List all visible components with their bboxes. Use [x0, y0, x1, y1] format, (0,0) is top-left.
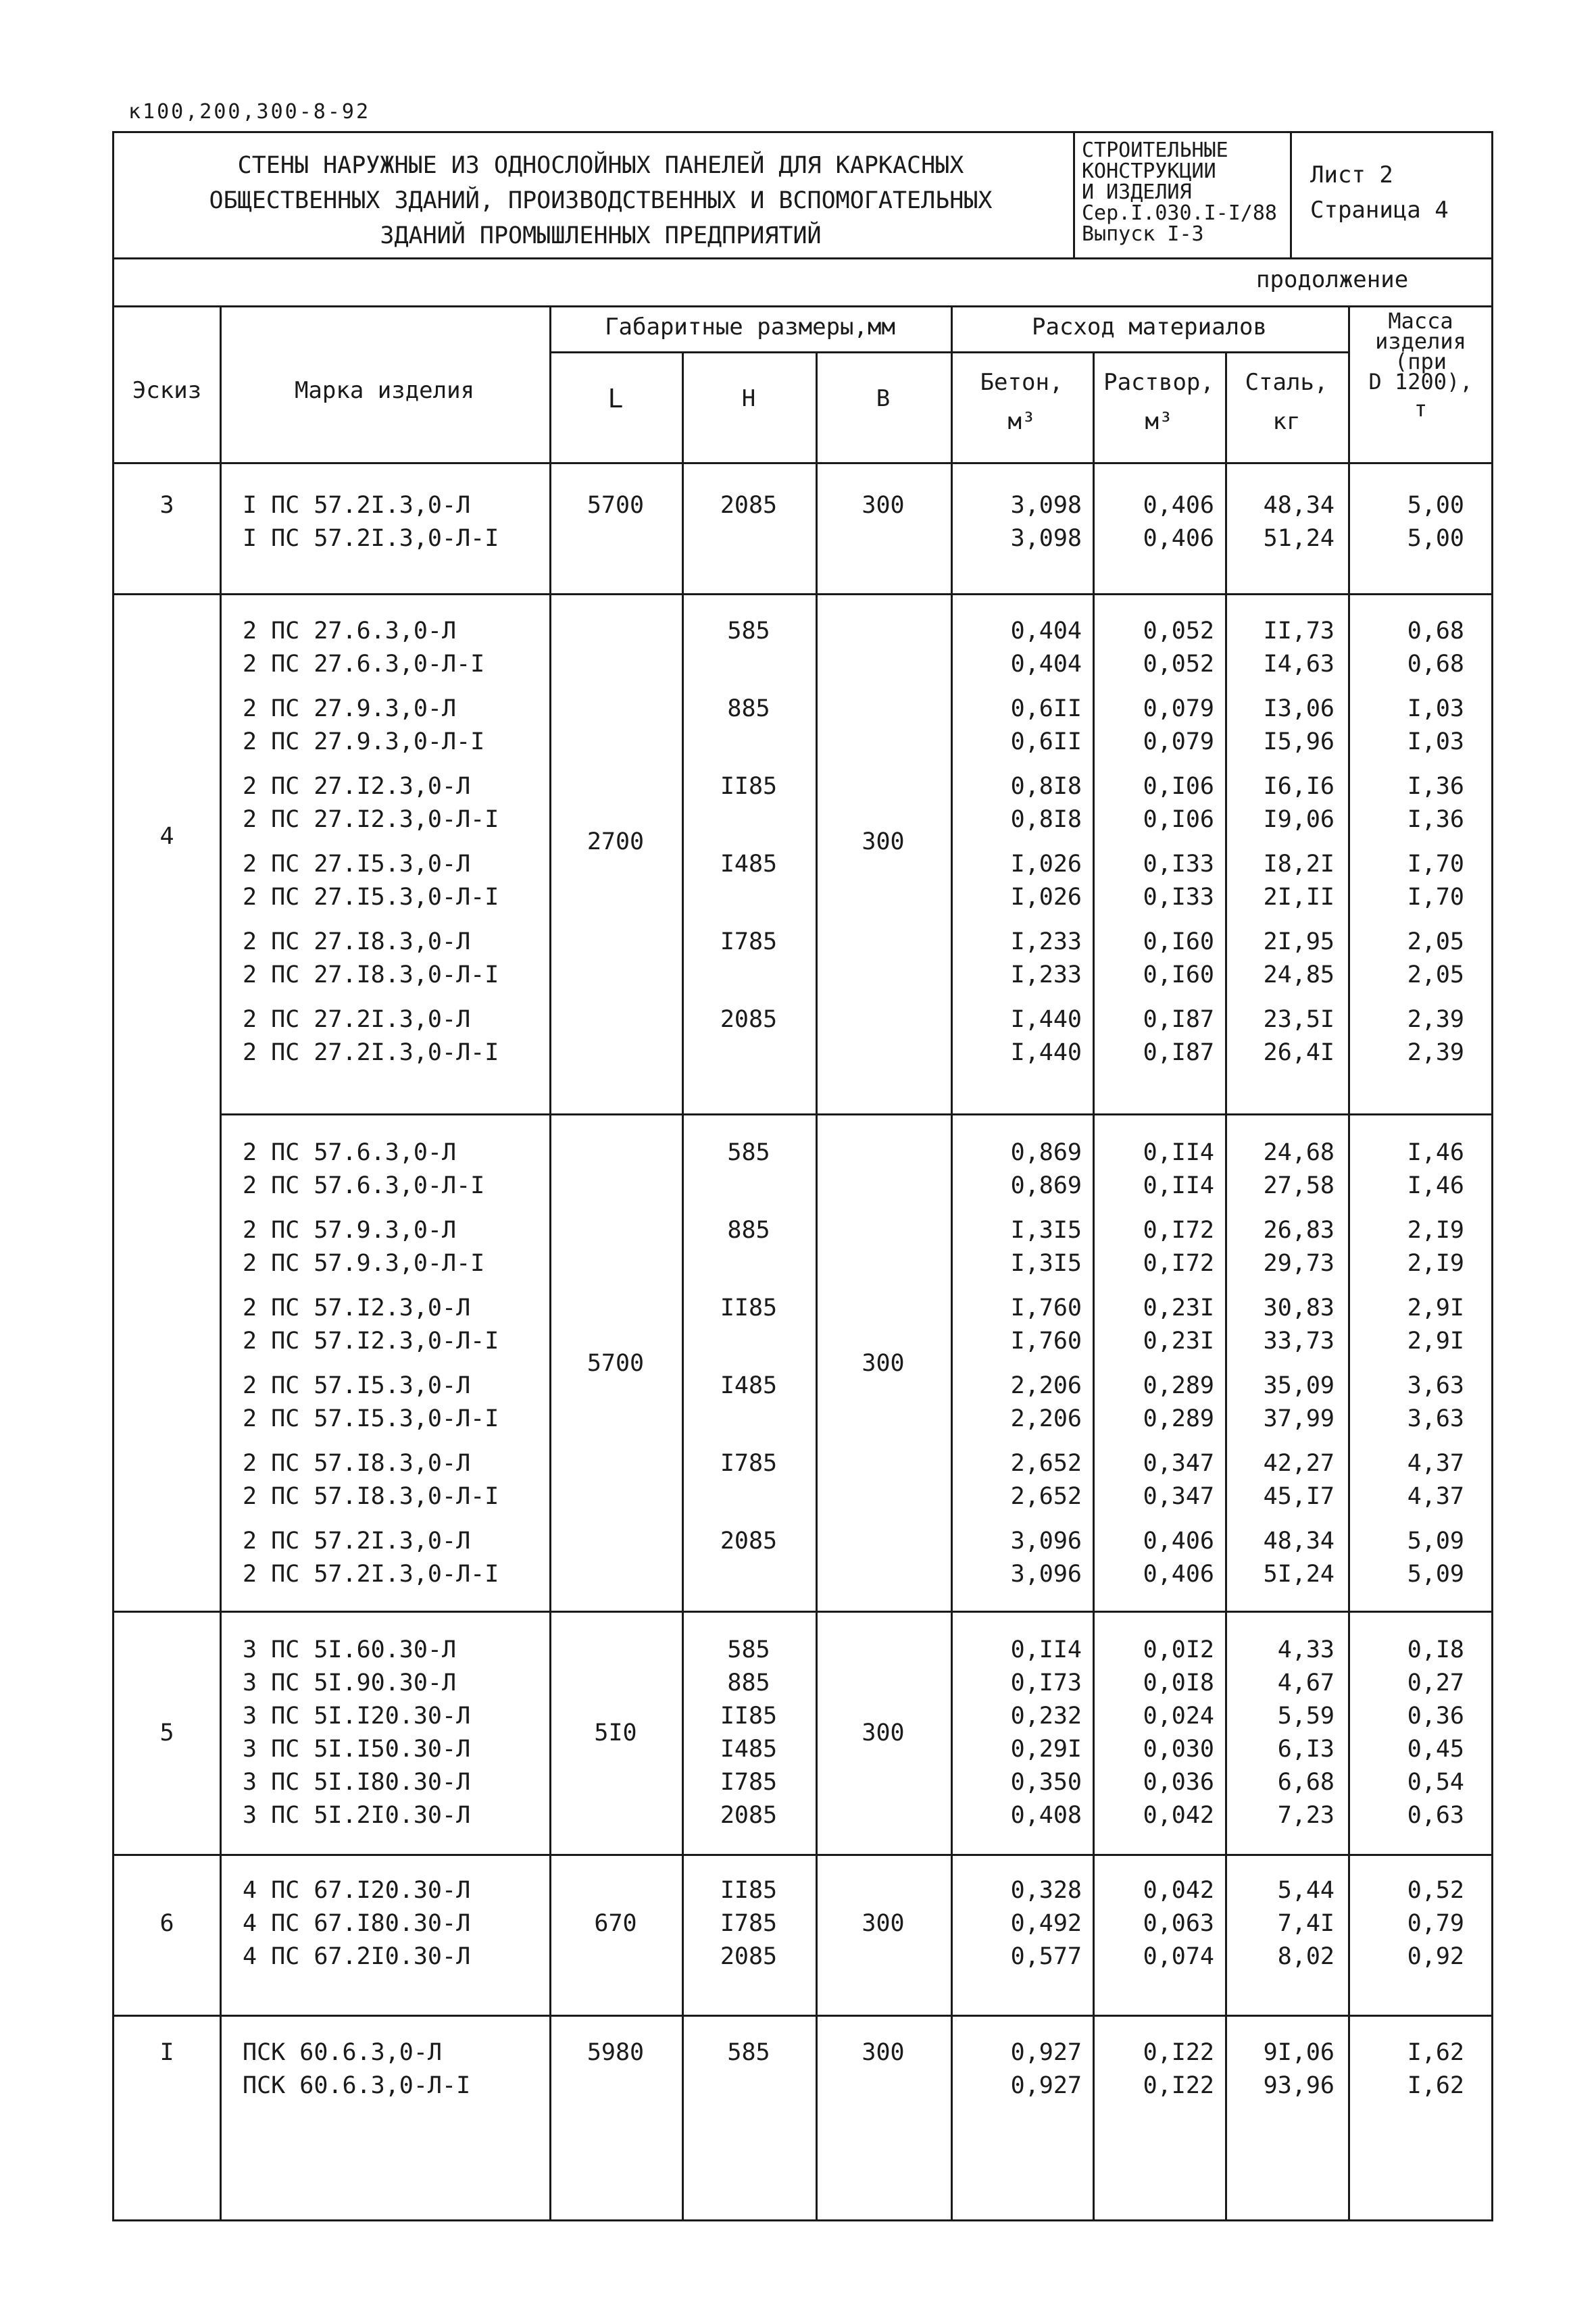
product-mark: 2 ПС 57.I5.3,0-Л-I [243, 1405, 499, 1432]
product-mass: 5,00 [1407, 525, 1464, 552]
mortar-volume: 0,036 [1143, 1769, 1214, 1796]
col-mass-line: изделия [1375, 328, 1466, 354]
concrete-volume: 0,492 [1010, 1910, 1082, 1937]
col-steel [1225, 368, 1348, 436]
product-mass: I,70 [1407, 851, 1464, 878]
steel-mass: 9I,06 [1263, 2039, 1335, 2066]
dim-H: 2085 [720, 1006, 778, 1033]
steel-mass: 24,68 [1263, 1139, 1335, 1166]
mortar-volume: 0,347 [1143, 1483, 1214, 1510]
dim-H: 885 [727, 695, 770, 722]
dim-H: I485 [720, 1372, 778, 1399]
concrete-volume: 0,927 [1010, 2039, 1082, 2066]
dim-H: 885 [727, 1669, 770, 1696]
mortar-volume: 0,I06 [1143, 806, 1214, 833]
steel-mass: 51,24 [1263, 525, 1335, 552]
product-mark: 2 ПС 27.6.3,0-Л-I [243, 651, 485, 678]
col-dims-group: Габаритные размеры,мм [605, 313, 895, 341]
product-mark: 2 ПС 27.2I.3,0-Л [243, 1006, 471, 1033]
concrete-volume: 3,098 [1010, 525, 1082, 552]
concrete-volume: 3,098 [1010, 492, 1082, 519]
steel-mass: 27,58 [1263, 1172, 1335, 1199]
mortar-volume: 0,23I [1143, 1294, 1214, 1322]
product-mass: 5,09 [1407, 1528, 1464, 1555]
concrete-volume: 3,096 [1010, 1528, 1082, 1555]
product-mass: 0,54 [1407, 1769, 1464, 1796]
dim-B: 300 [862, 492, 905, 519]
product-mark: ПСК 60.6.3,0-Л-I [243, 2072, 471, 2099]
col-mass-line: Масса [1388, 308, 1453, 334]
concrete-volume: 0,350 [1010, 1769, 1082, 1796]
steel-mass: 23,5I [1263, 1006, 1335, 1033]
dim-H: II85 [720, 773, 778, 800]
col-concrete [951, 368, 1093, 436]
dim-H: I485 [720, 851, 778, 878]
mortar-volume: 0,406 [1143, 525, 1214, 552]
dim-H: 585 [727, 1139, 770, 1166]
product-mark: 2 ПС 27.I2.3,0-Л [243, 773, 471, 800]
steel-mass: 5,44 [1277, 1877, 1335, 1904]
col-mark: Марка изделия [294, 377, 475, 404]
steel-mass: II,73 [1263, 618, 1335, 645]
product-mass: 3,63 [1407, 1405, 1464, 1432]
product-mark: 3 ПС 5I.I50.30-Л [243, 1736, 471, 1763]
dim-H: 2085 [720, 492, 778, 519]
dim-H: II85 [720, 1703, 778, 1730]
product-mark: 2 ПС 57.2I.3,0-Л [243, 1528, 471, 1555]
product-mark: 4 ПС 67.2I0.30-Л [243, 1943, 471, 1970]
product-mass: 2,39 [1407, 1039, 1464, 1066]
product-mark: 2 ПС 27.2I.3,0-Л-I [243, 1039, 499, 1066]
concrete-volume: 0,8I8 [1010, 806, 1082, 833]
steel-mass: 29,73 [1263, 1250, 1335, 1277]
product-mark: 4 ПС 67.I20.30-Л [243, 1877, 471, 1904]
concrete-volume: 0,6II [1010, 728, 1082, 755]
concrete-volume: 3,096 [1010, 1561, 1082, 1588]
concrete-volume: 2,206 [1010, 1405, 1082, 1432]
concrete-volume: I,760 [1010, 1328, 1082, 1355]
steel-mass: 26,83 [1263, 1217, 1335, 1244]
product-mark: 3 ПС 5I.I80.30-Л [243, 1769, 471, 1796]
mortar-volume: 0,052 [1143, 618, 1214, 645]
product-mass: 0,I8 [1407, 1636, 1464, 1663]
product-mark: 2 ПС 27.I5.3,0-Л-I [243, 884, 499, 911]
mortar-volume: 0,0I8 [1143, 1669, 1214, 1696]
product-mark: 2 ПС 27.9.3,0-Л [243, 695, 457, 722]
dim-L: 2700 [587, 828, 645, 855]
mortar-volume: 0,406 [1143, 1528, 1214, 1555]
series-line: И ИЗДЕЛИЯ [1082, 180, 1192, 204]
dim-H: 2085 [720, 1528, 778, 1555]
product-mass: 0,68 [1407, 618, 1464, 645]
product-mass: 0,63 [1407, 1802, 1464, 1829]
product-mark: 2 ПС 27.I5.3,0-Л [243, 851, 471, 878]
steel-mass: 37,99 [1263, 1405, 1335, 1432]
concrete-volume: 2,652 [1010, 1483, 1082, 1510]
col-mass-line: D 1200), [1368, 369, 1473, 395]
product-mark: 2 ПС 57.2I.3,0-Л-I [243, 1561, 499, 1588]
dim-H: I785 [720, 928, 778, 955]
mortar-volume: 0,I60 [1143, 928, 1214, 955]
sheet-number: Лист 2 [1310, 161, 1393, 188]
product-mass: 2,05 [1407, 961, 1464, 988]
product-mark: I ПС 57.2I.3,0-Л-I [243, 525, 499, 552]
mortar-volume: 0,I87 [1143, 1039, 1214, 1066]
product-mass: 4,37 [1407, 1450, 1464, 1477]
product-mark: 2 ПС 57.I2.3,0-Л [243, 1294, 471, 1322]
series-line: Выпуск I-3 [1082, 222, 1204, 246]
sketch-number: 6 [159, 1910, 174, 1937]
col-concrete-label: Бетон, [980, 369, 1064, 396]
steel-mass: I4,63 [1263, 651, 1335, 678]
col-H: H [741, 385, 756, 412]
series-info [1082, 140, 1291, 245]
sketch-number: 5 [159, 1719, 174, 1746]
dim-H: 2085 [720, 1802, 778, 1829]
col-B: B [876, 385, 891, 412]
product-mass: 2,I9 [1407, 1250, 1464, 1277]
col-mortar-unit: м³ [1145, 408, 1173, 435]
product-mass: I,46 [1407, 1172, 1464, 1199]
mortar-volume: 0,I72 [1143, 1250, 1214, 1277]
dim-L: 670 [594, 1910, 637, 1937]
col-mass-line: (при [1394, 349, 1447, 374]
mortar-volume: 0,I33 [1143, 884, 1214, 911]
product-mass: 3,63 [1407, 1372, 1464, 1399]
mortar-volume: 0,0I2 [1143, 1636, 1214, 1663]
title-line: СТЕНЫ НАРУЖНЫЕ ИЗ ОДНОСЛОЙНЫХ ПАНЕЛЕЙ ДЛЯ КАРКАСНЫХ [237, 152, 964, 179]
steel-mass: 24,85 [1263, 961, 1335, 988]
product-mass: 0,68 [1407, 651, 1464, 678]
product-mass: 5,09 [1407, 1561, 1464, 1588]
sketch-number: I [159, 2039, 174, 2066]
product-mass: 0,52 [1407, 1877, 1464, 1904]
steel-mass: I3,06 [1263, 695, 1335, 722]
series-line: КОНСТРУКЦИИ [1082, 159, 1216, 183]
dim-L: 5700 [587, 1350, 645, 1377]
dim-H: I785 [720, 1450, 778, 1477]
mortar-volume: 0,I60 [1143, 961, 1214, 988]
concrete-volume: I,3I5 [1010, 1217, 1082, 1244]
product-mass: 0,45 [1407, 1736, 1464, 1763]
mortar-volume: 0,II4 [1143, 1172, 1214, 1199]
mortar-volume: 0,052 [1143, 651, 1214, 678]
dim-H: 2085 [720, 1943, 778, 1970]
sketch-number: 3 [159, 492, 174, 519]
page-number: Страница 4 [1310, 197, 1449, 224]
mortar-volume: 0,I87 [1143, 1006, 1214, 1033]
document-code: к100,200,300-8-92 [128, 100, 371, 124]
steel-mass: 8,02 [1277, 1943, 1335, 1970]
product-mark: 2 ПС 27.6.3,0-Л [243, 618, 457, 645]
dim-H: 885 [727, 1217, 770, 1244]
mortar-volume: 0,079 [1143, 695, 1214, 722]
concrete-volume: 0,408 [1010, 1802, 1082, 1829]
product-mass: 2,I9 [1407, 1217, 1464, 1244]
product-mark: 2 ПС 57.6.3,0-Л-I [243, 1172, 485, 1199]
col-mortar-label: Раствор, [1103, 369, 1214, 396]
col-steel-label: Сталь, [1245, 369, 1328, 396]
col-L: L [607, 384, 624, 413]
steel-mass: I6,I6 [1263, 773, 1335, 800]
concrete-volume: I,026 [1010, 884, 1082, 911]
steel-mass: I8,2I [1263, 851, 1335, 878]
concrete-volume: 0,404 [1010, 651, 1082, 678]
concrete-volume: 0,29I [1010, 1736, 1082, 1763]
concrete-volume: 0,328 [1010, 1877, 1082, 1904]
dim-H: 585 [727, 618, 770, 645]
steel-mass: 2I,95 [1263, 928, 1335, 955]
product-mass: I,03 [1407, 728, 1464, 755]
product-mass: 0,36 [1407, 1703, 1464, 1730]
product-mark: ПСК 60.6.3,0-Л [243, 2039, 443, 2066]
concrete-volume: 0,232 [1010, 1703, 1082, 1730]
product-mark: 2 ПС 57.I5.3,0-Л [243, 1372, 471, 1399]
steel-mass: 48,34 [1263, 492, 1335, 519]
product-mark: 2 ПС 57.9.3,0-Л-I [243, 1250, 485, 1277]
product-mark: 2 ПС 27.9.3,0-Л-I [243, 728, 485, 755]
col-mortar [1093, 368, 1225, 436]
product-mass: 4,37 [1407, 1483, 1464, 1510]
mortar-volume: 0,042 [1143, 1877, 1214, 1904]
product-mark: I ПС 57.2I.3,0-Л [243, 492, 471, 519]
product-mark: 2 ПС 57.6.3,0-Л [243, 1139, 457, 1166]
mortar-volume: 0,042 [1143, 1802, 1214, 1829]
product-mass: 2,39 [1407, 1006, 1464, 1033]
mortar-volume: 0,030 [1143, 1736, 1214, 1763]
product-mass: 2,9I [1407, 1294, 1464, 1322]
dim-B: 300 [862, 2039, 905, 2066]
mortar-volume: 0,406 [1143, 492, 1214, 519]
mortar-volume: 0,I22 [1143, 2039, 1214, 2066]
steel-mass: 42,27 [1263, 1450, 1335, 1477]
steel-mass: 4,33 [1277, 1636, 1335, 1663]
col-mass-unit: т [1414, 396, 1428, 422]
product-mass: 0,79 [1407, 1910, 1464, 1937]
title-line: ЗДАНИЙ ПРОМЫШЛЕННЫХ ПРЕДПРИЯТИЙ [380, 222, 822, 249]
concrete-volume: I,440 [1010, 1006, 1082, 1033]
mortar-volume: 0,074 [1143, 1943, 1214, 1970]
concrete-volume: I,440 [1010, 1039, 1082, 1066]
concrete-volume: 0,577 [1010, 1943, 1082, 1970]
concrete-volume: 0,II4 [1010, 1636, 1082, 1663]
product-mark: 2 ПС 27.I2.3,0-Л-I [243, 806, 499, 833]
steel-mass: 5,59 [1277, 1703, 1335, 1730]
steel-mass: 6,I3 [1277, 1736, 1335, 1763]
mortar-volume: 0,I72 [1143, 1217, 1214, 1244]
steel-mass: I9,06 [1263, 806, 1335, 833]
dim-B: 300 [862, 1910, 905, 1937]
product-mass: 5,00 [1407, 492, 1464, 519]
product-mass: 0,92 [1407, 1943, 1464, 1970]
col-materials-group: Расход материалов [1032, 313, 1267, 341]
product-mark: 2 ПС 57.I8.3,0-Л-I [243, 1483, 499, 1510]
series-line: СТРОИТЕЛЬНЫЕ [1082, 139, 1228, 162]
product-mass: I,36 [1407, 773, 1464, 800]
product-mass: I,03 [1407, 695, 1464, 722]
concrete-volume: I,026 [1010, 851, 1082, 878]
mortar-volume: 0,I22 [1143, 2072, 1214, 2099]
dim-H: 585 [727, 1636, 770, 1663]
concrete-volume: 0,I73 [1010, 1669, 1082, 1696]
concrete-volume: 0,8I8 [1010, 773, 1082, 800]
title-line: ОБЩЕСТВЕННЫХ ЗДАНИЙ, ПРОИЗВОДСТВЕННЫХ И ВСПОМОГАТЕЛЬНЫХ [209, 187, 993, 214]
product-mass: I,70 [1407, 884, 1464, 911]
title-block [112, 131, 1493, 259]
sketch-number: 4 [159, 823, 174, 850]
concrete-volume: 2,206 [1010, 1372, 1082, 1399]
mortar-volume: 0,347 [1143, 1450, 1214, 1477]
mortar-volume: 0,024 [1143, 1703, 1214, 1730]
mortar-volume: 0,063 [1143, 1910, 1214, 1937]
steel-mass: 6,68 [1277, 1769, 1335, 1796]
product-mass: I,62 [1407, 2072, 1464, 2099]
steel-mass: 7,23 [1277, 1802, 1335, 1829]
mortar-volume: 0,I06 [1143, 773, 1214, 800]
product-mark: 3 ПС 5I.2I0.30-Л [243, 1802, 471, 1829]
product-mark: 3 ПС 5I.I20.30-Л [243, 1703, 471, 1730]
product-mass: 0,27 [1407, 1669, 1464, 1696]
col-steel-unit: кг [1272, 408, 1301, 435]
concrete-volume: I,233 [1010, 961, 1082, 988]
concrete-volume: 0,927 [1010, 2072, 1082, 2099]
dim-L: 5I0 [594, 1719, 637, 1746]
mortar-volume: 0,289 [1143, 1372, 1214, 1399]
concrete-volume: I,233 [1010, 928, 1082, 955]
steel-mass: 45,I7 [1263, 1483, 1335, 1510]
product-mass: 2,05 [1407, 928, 1464, 955]
steel-mass: 35,09 [1263, 1372, 1335, 1399]
concrete-volume: 0,869 [1010, 1172, 1082, 1199]
mortar-volume: 0,079 [1143, 728, 1214, 755]
mortar-volume: 0,406 [1143, 1561, 1214, 1588]
dim-B: 300 [862, 1719, 905, 1746]
mortar-volume: 0,23I [1143, 1328, 1214, 1355]
product-mass: I,46 [1407, 1139, 1464, 1166]
col-mass [1348, 308, 1493, 422]
concrete-volume: 0,404 [1010, 618, 1082, 645]
steel-mass: 5I,24 [1263, 1561, 1335, 1588]
steel-mass: 48,34 [1263, 1528, 1335, 1555]
product-mark: 3 ПС 5I.90.30-Л [243, 1669, 457, 1696]
concrete-volume: I,760 [1010, 1294, 1082, 1322]
steel-mass: 7,4I [1277, 1910, 1335, 1937]
steel-mass: 2I,II [1263, 884, 1335, 911]
product-mark: 2 ПС 57.I2.3,0-Л-I [243, 1328, 499, 1355]
mortar-volume: 0,289 [1143, 1405, 1214, 1432]
product-mark: 2 ПС 27.I8.3,0-Л [243, 928, 471, 955]
concrete-volume: 0,869 [1010, 1139, 1082, 1166]
product-mark: 3 ПС 5I.60.30-Л [243, 1636, 457, 1663]
dim-L: 5980 [587, 2039, 645, 2066]
sheet-info [1310, 157, 1449, 228]
dim-L: 5700 [587, 492, 645, 519]
concrete-volume: 2,652 [1010, 1450, 1082, 1477]
concrete-volume: I,3I5 [1010, 1250, 1082, 1277]
product-mark: 2 ПС 27.I8.3,0-Л-I [243, 961, 499, 988]
steel-mass: I5,96 [1263, 728, 1335, 755]
steel-mass: 4,67 [1277, 1669, 1335, 1696]
dim-H: II85 [720, 1294, 778, 1322]
steel-mass: 30,83 [1263, 1294, 1335, 1322]
product-mass: 2,9I [1407, 1328, 1464, 1355]
series-line: Сер.I.030.I-I/88 [1082, 201, 1277, 225]
dim-H: 585 [727, 2039, 770, 2066]
dim-H: II85 [720, 1877, 778, 1904]
dim-H: I485 [720, 1736, 778, 1763]
concrete-volume: 0,6II [1010, 695, 1082, 722]
dim-H: I785 [720, 1910, 778, 1937]
continuation-label: продолжение [1256, 266, 1409, 293]
mortar-volume: 0,II4 [1143, 1139, 1214, 1166]
product-mark: 2 ПС 57.I8.3,0-Л [243, 1450, 471, 1477]
col-concrete-unit: м³ [1007, 408, 1036, 435]
steel-mass: 33,73 [1263, 1328, 1335, 1355]
mortar-volume: 0,I33 [1143, 851, 1214, 878]
product-mass: I,36 [1407, 806, 1464, 833]
dim-B: 300 [862, 828, 905, 855]
product-mark: 2 ПС 57.9.3,0-Л [243, 1217, 457, 1244]
product-mark: 4 ПС 67.I80.30-Л [243, 1910, 471, 1937]
steel-mass: 93,96 [1263, 2072, 1335, 2099]
steel-mass: 26,4I [1263, 1039, 1335, 1066]
materials-table [112, 259, 1493, 2221]
dim-H: I785 [720, 1769, 778, 1796]
product-mass: I,62 [1407, 2039, 1464, 2066]
col-sketch: Эскиз [132, 377, 202, 404]
document-title [141, 148, 1060, 253]
dim-B: 300 [862, 1350, 905, 1377]
